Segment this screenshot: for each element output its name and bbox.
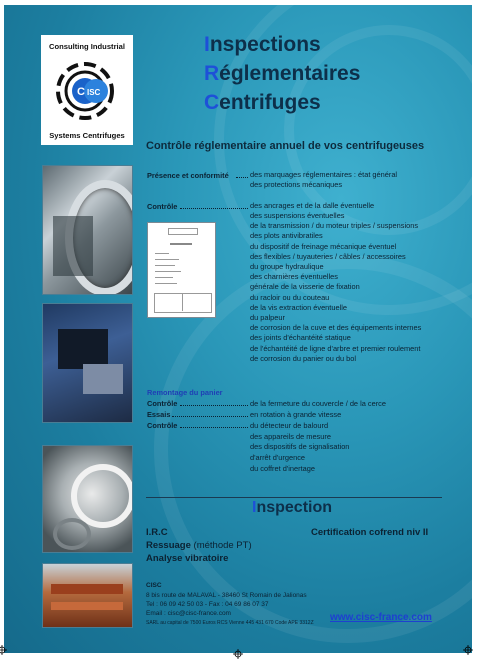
website-link[interactable]: www.cisc-france.com (330, 612, 432, 623)
svg-text:ISC: ISC (87, 88, 101, 97)
label-controle: Contrôle (147, 202, 178, 211)
list-item: de la vis extraction éventuelle (250, 303, 347, 312)
title-line-3: Centrifuges (204, 91, 321, 114)
address: 8 bis route de MALAVAL - 38460 St Romain de Jalionas (146, 592, 307, 599)
cisc-logo (41, 35, 133, 145)
svg-text:C: C (77, 86, 85, 98)
subtitle: Contrôle réglementaire annuel de vos centrifugeuses (146, 140, 425, 152)
service-irc: I.R.C (146, 527, 168, 538)
list-item: de la transmission / du moteur triples / suspensions (250, 221, 419, 230)
label-controle: Contrôle (147, 399, 178, 408)
leader-line (172, 416, 248, 417)
list-item: en rotation à grande vitesse (250, 410, 342, 419)
list-item: d'arrêt d'urgence (250, 453, 306, 462)
service-ressuage: Ressuage (méthode PT) (146, 540, 252, 551)
centrifuge-photo-1 (42, 165, 133, 295)
label-controle: Contrôle (147, 421, 178, 430)
leader-line (180, 208, 248, 209)
title-line-1: Inspections (204, 33, 321, 56)
logo-top-text: Consulting Industrial (49, 42, 125, 51)
logo-bottom-text: Systems Centrifuges (49, 131, 125, 140)
list-item: du dispositif de freinage mécanique éventuel (250, 242, 397, 251)
list-item: des joints d'échantéité statique (250, 333, 351, 342)
list-item: des flexibles / tuyauteries / câbles / accessoires (250, 252, 406, 261)
list-item: du détecteur de balourd (250, 421, 329, 430)
label-presence-conformite: Présence et conformité (147, 171, 229, 180)
list-item: de l'échantéité de ligne d'arbre et premier roulement (250, 344, 421, 353)
flyer (4, 5, 472, 653)
email: Email : cisc@cisc-france.com (146, 610, 231, 617)
list-item: des appareils de mesure (250, 432, 331, 441)
phone-fax: Tel : 06 09 42 50 03 - Fax : 04 69 86 07 37 (146, 601, 269, 608)
report-document-thumbnail (147, 222, 216, 318)
logo-emblem-icon (55, 55, 119, 127)
legal-info: SARL au capital de 7500 Euros RCS Vienne 445 431 670 Code APE 3312Z (146, 620, 314, 626)
label-essais: Essais (147, 410, 171, 419)
centrifuge-photo-3 (42, 445, 133, 553)
list-item: du groupe hydraulique (250, 262, 324, 271)
leader-line (236, 177, 248, 178)
company-name: CISC (146, 582, 162, 589)
leader-line (180, 405, 248, 406)
list-item: des charnières éventuelles (250, 272, 338, 281)
list-item: générale de la visserie de fixation (250, 282, 360, 291)
list-item: des dispositifs de signalisation (250, 442, 350, 451)
label-remontage-panier: Remontage du panier (147, 388, 223, 397)
list-item: du racloir ou du couteau (250, 293, 330, 302)
list-item: de la fermeture du couvercle / de la cerce (250, 399, 386, 408)
list-item: du palpeur (250, 313, 285, 322)
list-item: des suspensions éventuelles (250, 211, 345, 220)
certification: Certification cofrend niv II (311, 527, 429, 538)
registration-mark-icon (0, 645, 7, 655)
divider (146, 497, 442, 498)
service-analyse: Analyse vibratoire (146, 553, 229, 564)
leader-line (180, 427, 248, 428)
list-item: des plots antivibratiles (250, 231, 323, 240)
centrifuge-photo-2 (42, 303, 133, 423)
title-line-2: Réglementaires (204, 62, 361, 85)
inspection-heading: Inspection (252, 499, 333, 516)
list-item: de corrosion de la cuve et des équipements internes (250, 323, 422, 332)
list-item: du coffret d'inertage (250, 464, 315, 473)
list-item: de corrosion du panier ou du bol (250, 354, 357, 363)
centrifuge-photo-4 (42, 563, 133, 628)
registration-mark-icon (233, 649, 243, 659)
list-item: des marquages réglementaires : état général (250, 170, 398, 179)
registration-mark-icon (463, 645, 473, 655)
list-item: des ancrages et de la dalle éventuelle (250, 201, 375, 210)
list-item: des protections mécaniques (250, 180, 343, 189)
